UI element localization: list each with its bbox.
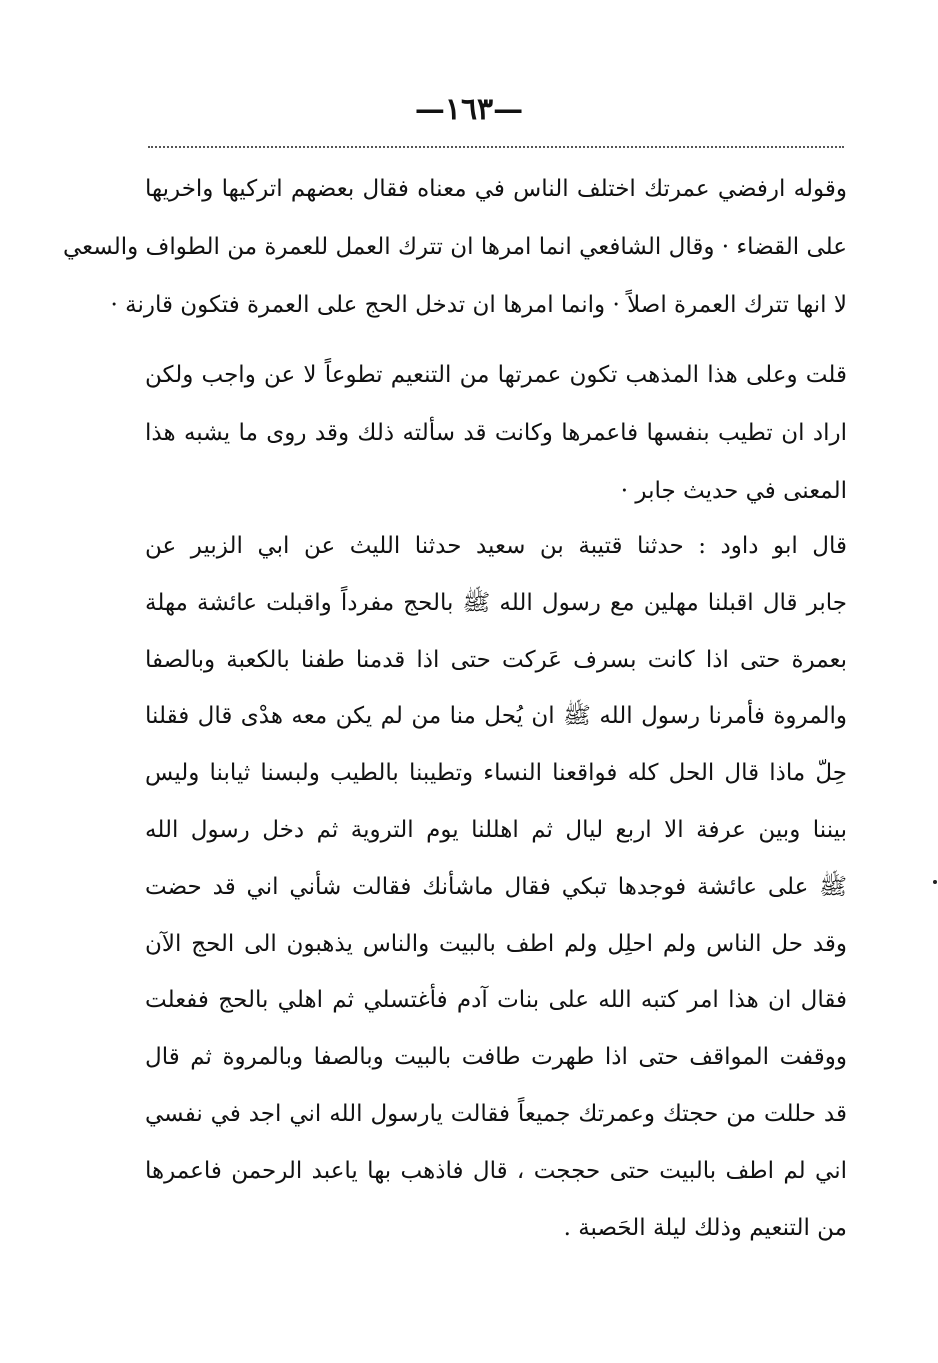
text-line: اراد ان تطيب بنفسها فاعمرها وكانت قد سألته ذلك وقد روى ما يشبه هذا [145, 420, 847, 446]
text-line: والمروة فأمرنا رسول الله ﷺ ان يُحل منا من لم يكن معه هدْى قال فقلنا [145, 703, 847, 730]
text-line: ووقفت المواقف حتى اذا طهرت طافت بالبيت وبالصفا وبالمروة ثم قال [145, 1044, 847, 1071]
text-line: على القضاء · وقال الشافعي انما امرها ان تترك العمل للعمرة من الطواف والسعي [62, 234, 847, 260]
text-line: المعنى في حديث جابر · [620, 478, 847, 504]
text-line: جابر قال اقبلنا مهلين مع رسول الله ﷺ بالحج مفرداً واقبلت عائشة مهلة [145, 589, 847, 616]
text-line: قد حللت من حجتك وعمرتك جميعاً فقالت يارسول الله اني اجد في نفسي [145, 1100, 847, 1127]
text-line: لا انها تترك العمرة اصلاً · وانما امرها ان تدخل الحج على العمرة فتكون قارنة · [110, 292, 847, 318]
paragraph-2 [145, 346, 847, 520]
text-line: قلت وعلى هذا المذهب تكون عمرتها من التنعيم تطوعاً لا عن واجب ولكن [145, 362, 847, 388]
text-line: حِلّ ماذا قال الحل كله فواقعنا النساء وتطيبنا بالطيب ولبسنا ثيابنا وليس [145, 760, 847, 787]
text-line: فقال ان هذا امر كتبه الله على بنات آدم فأغتسلي ثم اهلي بالحج ففعلت [145, 987, 847, 1014]
text-line: ﷺ على عائشة فوجدها تبكي فقال ماشأنك فقالت شأني اني قد حضت [145, 873, 847, 900]
text-line: بيننا وبين عرفة الا اربع ليال ثم اهللنا يوم التروية ثم دخل رسول الله [145, 816, 847, 843]
margin-mark [933, 880, 937, 884]
text-line: قال ابو داود : حدثنا قتيبة بن سعيد حدثنا الليث عن ابي الزبير عن [145, 533, 847, 559]
text-line: بعمرة حتى اذا كانت بسرف عَركت حتى اذا قدمنا طفنا بالكعبة وبالصفا [145, 646, 847, 673]
paragraph-3 [145, 518, 847, 1256]
text-line: من التنعيم وذلك ليلة الحَصبة . [563, 1214, 847, 1241]
header-divider [148, 146, 844, 148]
text-line: وقوله ارفضي عمرتك اختلف الناس في معناه فقال بعضهم اتركيها واخريها [145, 176, 847, 202]
paragraph-1 [62, 160, 847, 334]
text-line: وقد حل الناس ولم احلِل ولم اطف بالبيت والناس يذهبون الى الحج الآن [145, 930, 847, 957]
text-line: اني لم اطف بالبيت حتى حججت ، قال فاذهب بها ياعبد الرحمن فاعمرها [145, 1157, 847, 1184]
page-number: —١٦٣— [414, 92, 524, 127]
